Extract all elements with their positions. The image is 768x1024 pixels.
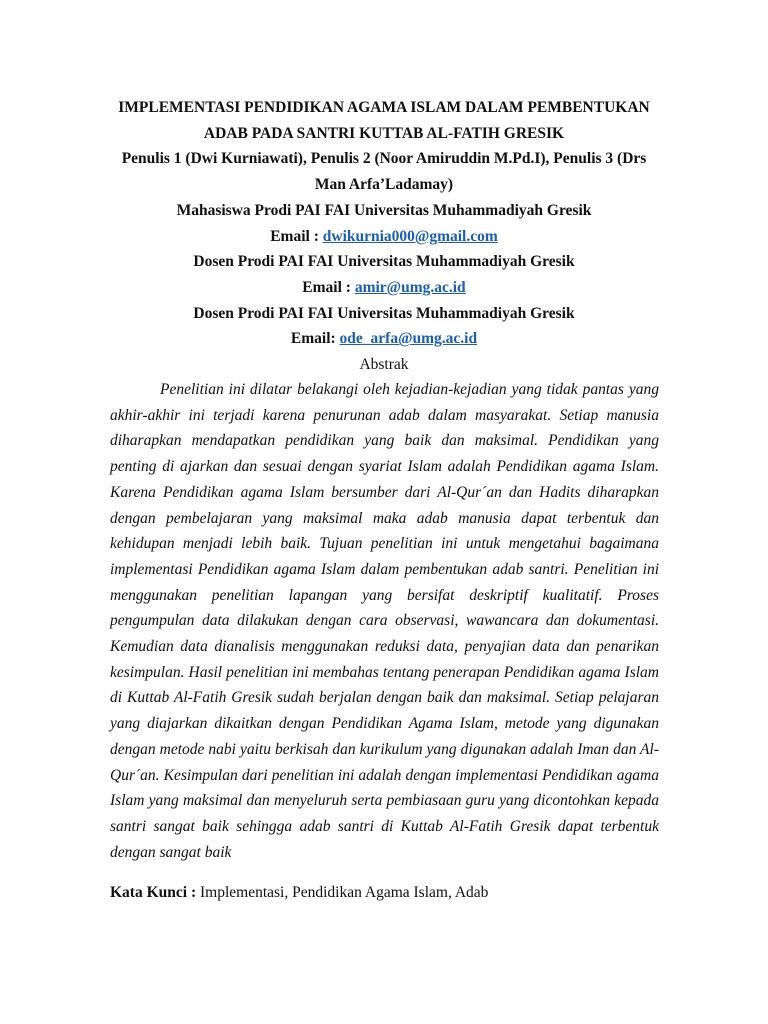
abstract-body: Penelitian ini dilatar belakangi oleh kejadian-kejadian yang tidak pantas yang akhir-akhir ini terjadi karena penurunan adab dalam masyarakat. Setiap manusia diharapkan mendapatkan pendidikan yang baik dan maksimal. Pendidikan yang penting di ajarkan dan sesuai dengan syariat Islam adalah Pendidikan agama Islam. Karena Pendidikan agama Islam bersumber dari Al-Qur´an dan Hadits diharapkan dengan pembelajaran yang maksimal maka adab manusia dapat terbentuk dan kehidupan menjadi lebih baik. Tujuan penelitian ini untuk mengetahui bagaimana implementasi Pendidikan agama Islam dalam pembentukan adab santri. Penelitian ini menggunakan penelitian lapangan yang bersifat deskriptif kualitatif. Proses pengumpulan data dilakukan dengan cara observasi, wawancara dan dokumentasi. Kemudian data dianalisis menggunakan reduksi data, penyajian data dan penarikan kesimpulan. Hasil penelitian ini membahas tentang penerapan Pendidikan agama Islam di Kuttab Al-Fatih Gresik sudah berjalan dengan baik dan maksimal. Setiap pelajaran yang diajarkan dikaitkan dengan Pendidikan Agama Islam, metode yang digunakan dengan metode nabi yaitu berkisah dan kurikulum yang digunakan adalah Iman dan Al-Qur´an. Kesimpulan dari penelitian ini adalah dengan implementasi Pendidikan agama Islam yang maksimal dan menyeluruh serta pembiasaan guru yang dicontohkan kepada santri sangat baik sehingga adab santri di Kuttab Al-Fatih Gresik dapat terbentuk dengan sangat baik xyxy=(110,381,659,861)
email-link-1[interactable]: dwikurnia000@gmail.com xyxy=(322,227,498,245)
email-label-2: Email : xyxy=(302,278,355,296)
email-label-3: Email: xyxy=(290,330,340,348)
authors-line-1: Penulis 1 (Dwi Kurniawati), Penulis 2 (Noor Amiruddin M.Pd.I), Penulis 3 (Drs xyxy=(121,150,647,168)
email-link-2[interactable]: amir@umg.ac.id xyxy=(354,278,466,296)
email-label-1: Email : xyxy=(270,227,323,245)
email-row-3 xyxy=(100,326,668,352)
affiliation-2: Dosen Prodi PAI FAI Universitas Muhammadiyah Gresik xyxy=(193,253,575,271)
authors-line-2: Man Arfa’Ladamay) xyxy=(314,176,454,194)
affiliation-3: Dosen Prodi PAI FAI Universitas Muhammadiyah Gresik xyxy=(193,304,575,322)
email-row-1 xyxy=(100,224,668,250)
affiliation-1: Mahasiswa Prodi PAI FAI Universitas Muhammadiyah Gresik xyxy=(176,201,592,219)
paper-title-line-2: ADAB PADA SANTRI KUTTAB AL-FATIH GRESIK xyxy=(203,124,565,142)
abstract-heading: Abstrak xyxy=(359,356,409,373)
keywords-row xyxy=(110,880,659,905)
keywords-label: Kata Kunci : xyxy=(110,884,200,901)
paper-title-line-1: IMPLEMENTASI PENDIDIKAN AGAMA ISLAM DALAM PEMBENTUKAN xyxy=(118,99,650,116)
email-row-2 xyxy=(100,275,668,301)
keywords-value: Implementasi, Pendidikan Agama Islam, Adab xyxy=(200,884,489,901)
email-link-3[interactable]: ode_arfa@umg.ac.id xyxy=(339,330,478,348)
paper-header xyxy=(100,95,668,352)
